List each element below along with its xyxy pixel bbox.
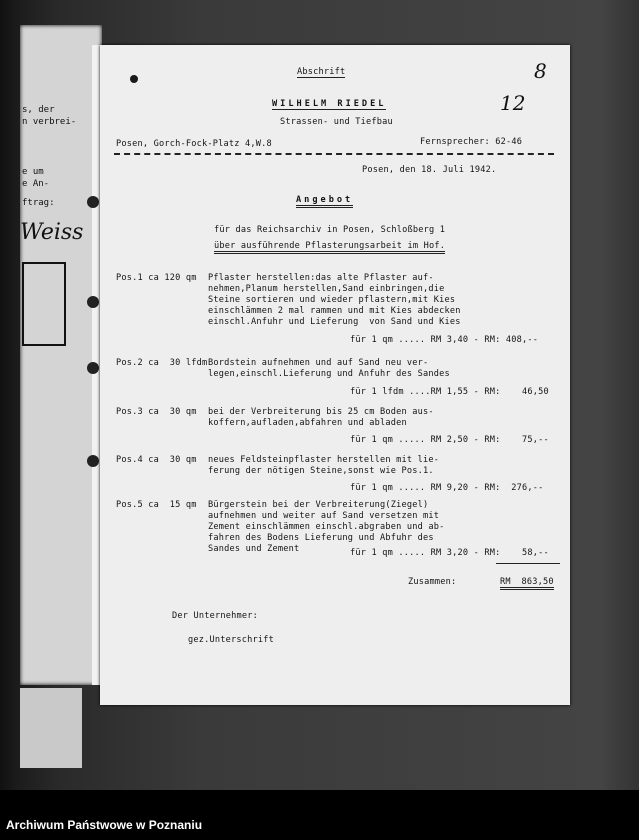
position-price: für 1 qm ..... RM 3,20 - RM: 58,--: [350, 548, 549, 558]
bottom-paper-strip: [20, 688, 82, 768]
position-price: für 1 lfdm ....RM 1,55 - RM: 46,50: [350, 387, 549, 397]
total-label: Zusammen:: [408, 577, 457, 587]
left-fragment: n verbrei-: [22, 117, 77, 127]
position-text-line: Sandes und Zement: [208, 544, 300, 554]
left-fragment: ftrag:: [22, 198, 55, 208]
archive-footer-text: Archiwum Państwowe w Poznaniu: [6, 818, 203, 832]
position-text-line: einschl.Anfuhr und Lieferung von Sand und Kies: [208, 317, 461, 327]
position-text-line: fahren des Bodens Lieferung und Abfuhr des: [208, 533, 434, 543]
position-text-line: neues Feldsteinpflaster herstellen mit lie-: [208, 455, 440, 465]
left-fragment: s, der: [22, 105, 55, 115]
left-fragment: e An-: [22, 179, 50, 189]
position-price: für 1 qm ..... RM 3,40 - RM: 408,--: [350, 335, 539, 345]
letter-date: Posen, den 18. Juli 1942.: [362, 165, 497, 175]
archive-footer-bar: [0, 790, 639, 840]
position-label: Pos.3 ca 30 qm: [116, 407, 197, 417]
position-text-line: koffern,aufladen,abfahren und abladen: [208, 418, 407, 428]
left-fragment: e um: [22, 167, 44, 177]
position-label: Pos.2 ca 30 lfdm: [116, 358, 208, 368]
header-divider: [114, 153, 554, 155]
sum-rule: [496, 563, 560, 564]
binder-hole: [87, 196, 99, 208]
offer-title: Angebot: [296, 195, 353, 208]
position-price: für 1 qm ..... RM 9,20 - RM: 276,--: [350, 483, 544, 493]
firm-address: Posen, Gorch-Fock-Platz 4,W.8: [116, 139, 272, 149]
left-stamp-box: [22, 262, 66, 346]
position-label: Pos.1 ca 120 qm: [116, 273, 197, 283]
binder-hole: [87, 455, 99, 467]
position-text-line: aufnehmen und weiter auf Sand versetzen mit: [208, 511, 440, 521]
position-text-line: bei der Verbreiterung bis 25 cm Boden aus-: [208, 407, 434, 417]
handwritten-page-number: 12: [500, 91, 526, 115]
firm-type: Strassen- und Tiefbau: [280, 117, 393, 127]
contractor-label: Der Unternehmer:: [172, 611, 258, 621]
handwritten-mark: 8: [534, 59, 547, 83]
underlying-sheet: [20, 25, 102, 685]
firm-name: WILHELM RIEDEL: [272, 99, 387, 109]
position-text-line: Steine sortieren und wieder pflastern,mit Kies: [208, 295, 456, 305]
binder-hole: [87, 296, 99, 308]
position-text-line: einschlämmen 2 mal rammen und mit Kies abdecken: [208, 306, 461, 316]
binder-hole: [87, 362, 99, 374]
position-label: Pos.4 ca 30 qm: [116, 455, 197, 465]
ink-blot: [130, 75, 138, 83]
offer-subject: über ausführende Pflasterungsarbeit im Hof.: [214, 241, 445, 254]
abschrift-label: Abschrift: [297, 67, 346, 77]
position-text-line: legen,einschl.Lieferung und Anfuhr des Sandes: [208, 369, 450, 379]
left-signature: Weiss: [20, 220, 84, 245]
document-page: [100, 45, 570, 705]
position-label: Pos.5 ca 15 qm: [116, 500, 197, 510]
position-text-line: Pflaster herstellen:das alte Pflaster auf-: [208, 273, 434, 283]
position-text-line: Bürgerstein bei der Verbreiterung(Ziegel): [208, 500, 429, 510]
position-price: für 1 qm ..... RM 2,50 - RM: 75,--: [350, 435, 549, 445]
position-text-line: ferung der nötigen Steine,sonst wie Pos.1.: [208, 466, 434, 476]
total-value: RM 863,50: [500, 577, 554, 590]
position-text-line: Zement einschlämmen einschl.abgraben und ab-: [208, 522, 445, 532]
offer-recipient: für das Reichsarchiv in Posen, Schloßberg 1: [214, 225, 446, 235]
firm-phone: Fernsprecher: 62-46: [420, 137, 523, 147]
signature-line: gez.Unterschrift: [188, 635, 274, 645]
position-text-line: nehmen,Planum herstellen,Sand einbringen,die: [208, 284, 445, 294]
position-text-line: Bordstein aufnehmen und auf Sand neu ver-: [208, 358, 429, 368]
